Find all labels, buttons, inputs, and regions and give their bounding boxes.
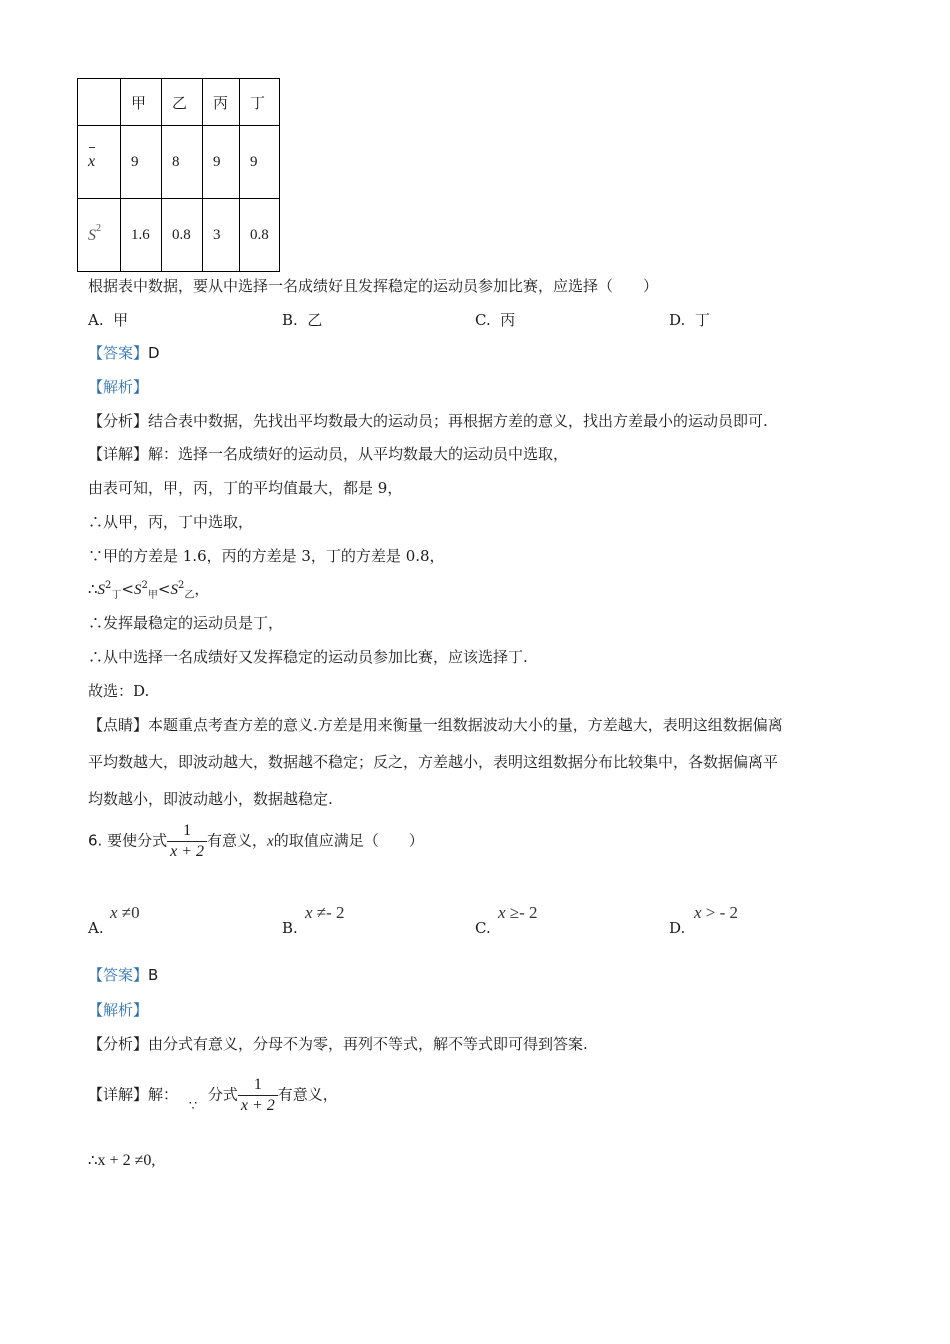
table-cell: 9 xyxy=(240,126,280,199)
because-symbol: ∵ xyxy=(188,1098,198,1114)
q5-fenxi: 【分析】结合表中数据，先找出平均数最大的运动员；再根据方差的意义，找出方差最小的运动员即可. xyxy=(88,412,768,430)
q5-dianjing-3: 均数越小，即波动越小，数据越稳定. xyxy=(88,790,333,808)
table-header-bing: 丙 xyxy=(203,79,240,126)
table-header-jia: 甲 xyxy=(121,79,162,126)
table-header-yi: 乙 xyxy=(162,79,203,126)
q6-analysis-tag: 【解析】 xyxy=(88,1001,149,1019)
q5-option-c: C. 丙 xyxy=(475,311,516,329)
answer-tag: 【答案】 xyxy=(88,966,149,984)
xiangjie-tag: 【详解】 xyxy=(88,1085,149,1104)
table-cell: 3 xyxy=(203,199,240,272)
q6-option-c-expr: x ≥- 2 xyxy=(498,903,538,922)
table-header-ding: 丁 xyxy=(240,79,280,126)
q5-option-a: A. 甲 xyxy=(88,311,129,329)
q5-line-4: $\therefore S^2_丁<S^2_甲<S^2_乙$， xyxy=(88,580,210,601)
dianjing-tag: 【点睛】 xyxy=(88,716,149,734)
q5-line-3: ∵甲的方差是 1.6，丙的方差是 3，丁的方差是 0.8， xyxy=(88,547,445,565)
q5-option-d: D. 丁 xyxy=(669,311,710,329)
q6-detail-fraction: $\frac{1}{x + 2}$ xyxy=(238,1076,278,1115)
table-cell: 9 xyxy=(203,126,240,199)
q6-stem: 6. 要使分式 $\frac{1}{x + 2}$ 有意义，x的取值应满足（ ） xyxy=(88,822,424,860)
xiangjie-tag: 【详解】 xyxy=(88,445,149,463)
answer-value: B xyxy=(148,966,159,984)
q5-stem: 根据表中数据，要从中选择一名成绩好且发挥稳定的运动员参加比赛，应选择（ ） xyxy=(88,277,659,295)
q5-option-b: B. 乙 xyxy=(282,311,323,329)
q5-analysis-tag: 【解析】 xyxy=(88,378,149,396)
q5-line-2: ∴从甲，丙，丁中选取， xyxy=(88,513,254,531)
table-row-variance xyxy=(78,199,280,272)
answer-value: D xyxy=(148,344,160,362)
table-cell: 8 xyxy=(162,126,203,199)
table-cell: 9 xyxy=(121,126,162,199)
q5-line-5: ∴发挥最稳定的运动员是丁， xyxy=(88,614,284,632)
q6-option-a-letter: A. xyxy=(88,919,104,937)
q5-dianjing-2: 平均数越大，即波动越大，数据越不稳定；反之，方差越小，表明这组数据分布比较集中，各数据偏离平 xyxy=(88,753,779,771)
answer-tag: 【答案】 xyxy=(88,344,149,362)
variance-symbol: $S^2$ xyxy=(88,223,101,244)
q6-option-b-letter: B. xyxy=(282,919,298,937)
q6-option-b-expr: x ≠- 2 xyxy=(305,903,345,922)
table-row-mean xyxy=(78,126,280,199)
q5-dianjing-1: 【点睛】本题重点考查方差的意义.方差是用来衡量一组数据波动大小的量，方差越大，表明这组数据偏离 xyxy=(88,716,783,734)
q6-fraction: $\frac{1}{x + 2}$ xyxy=(167,822,207,861)
q5-line-7: 故选：D. xyxy=(88,682,150,700)
fenxi-tag: 【分析】 xyxy=(88,412,149,430)
table-cell: 0.8 xyxy=(162,199,203,272)
stats-table xyxy=(77,78,280,272)
q6-last-line: ∴x + 2 ≠0, xyxy=(88,1151,156,1169)
q6-answer xyxy=(88,964,158,985)
q6-option-c-letter: C. xyxy=(475,919,491,937)
table-cell: 0.8 xyxy=(240,199,280,272)
mean-symbol: x xyxy=(88,153,96,170)
table-cell: 1.6 xyxy=(121,199,162,272)
q6-option-a-expr: x ≠0 xyxy=(110,903,140,922)
q6-option-d-letter: D. xyxy=(669,919,686,937)
table-corner-cell xyxy=(78,79,121,126)
q6-xiangjie: 【详解】解： ∵ 分式 $\frac{1}{x + 2}$ 有意义， xyxy=(88,1076,338,1114)
table-header-row xyxy=(78,79,280,126)
mean-label-cell xyxy=(78,126,121,199)
q6-number: 6. xyxy=(88,831,103,850)
therefore-symbol: ∴ xyxy=(88,1151,98,1169)
q6-option-d-expr: x > - 2 xyxy=(694,903,739,922)
q6-fenxi: 【分析】由分式有意义，分母不为零，再列不等式，解不等式即可得到答案. xyxy=(88,1035,588,1053)
fenxi-tag: 【分析】 xyxy=(88,1035,149,1053)
q5-answer xyxy=(88,342,160,363)
q5-xiangjie: 【详解】解：选择一名成绩好的运动员，从平均数最大的运动员中选取， xyxy=(88,445,569,463)
q5-line-6: ∴从中选择一名成绩好又发挥稳定的运动员参加比赛，应该选择丁. xyxy=(88,648,528,666)
q5-line-1: 由表可知，甲，丙，丁的平均值最大，都是 9， xyxy=(88,479,403,497)
variance-label-cell xyxy=(78,199,121,272)
